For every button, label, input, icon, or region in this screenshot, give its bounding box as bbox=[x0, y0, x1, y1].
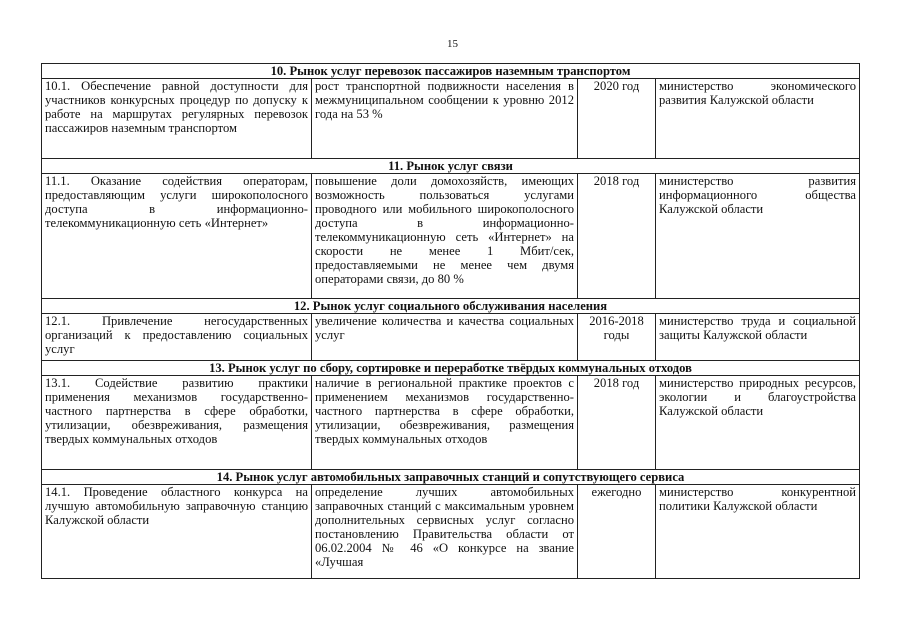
executor-cell: министерство конкурентной политики Калужской области bbox=[656, 485, 860, 579]
measure-cell: 11.1. Оказание содействия операторам, предоставляющим услуги широкополосного доступа в информационно-телекоммуникационную сеть «Интернет» bbox=[42, 174, 312, 299]
page-number: 15 bbox=[447, 38, 458, 50]
term-cell: ежегодно bbox=[578, 485, 656, 579]
executor-cell: министерство развития информационного общества Калужской области bbox=[656, 174, 860, 299]
table-row bbox=[42, 79, 860, 159]
section-header-row bbox=[42, 64, 860, 79]
section-title: 10. Рынок услуг перевозок пассажиров наземным транспортом bbox=[42, 64, 860, 79]
term-cell: 2020 год bbox=[578, 79, 656, 159]
measure-cell: 12.1. Привлечение негосударственных организаций к предоставлению социальных услуг bbox=[42, 314, 312, 361]
table-row bbox=[42, 376, 860, 470]
table-row bbox=[42, 485, 860, 579]
section-title: 12. Рынок услуг социального обслуживания населения bbox=[42, 299, 860, 314]
section-title: 11. Рынок услуг связи bbox=[42, 159, 860, 174]
section-header-row bbox=[42, 159, 860, 174]
section-header-row bbox=[42, 299, 860, 314]
term-cell: 2016-2018 годы bbox=[578, 314, 656, 361]
term-cell: 2018 год bbox=[578, 376, 656, 470]
indicator-cell: повышение доли домохозяйств, имеющих возможность пользоваться услугами проводного или мобильного широкополосного доступа в информационно-телекоммуникационную сеть «Интернет» на скорости не менее 1 Мбит/сек, предоставляемыми не менее чем двумя операторами связи, до 80 % bbox=[312, 174, 578, 299]
indicator-cell: рост транспортной подвижности населения в межмуниципальном сообщении к уровню 2012 года на 53 % bbox=[312, 79, 578, 159]
measures-table bbox=[41, 63, 860, 579]
measure-cell: 10.1. Обеспечение равной доступности для участников конкурсных процедур по допуску к работе на маршрутах регулярных перевозок пассажиров наземным транспортом bbox=[42, 79, 312, 159]
indicator-cell: наличие в региональной практике проектов с применением механизмов государственно-частного партнерства в сфере обработки, утилизации, обезвреживания, размещения твердых коммунальных отходов bbox=[312, 376, 578, 470]
indicator-cell: определение лучших автомобильных заправочных станций с максимальным уровнем дополнительных сервисных услуг согласно постановлению Правительства области от 06.02.2004 № 46 «О конкурсе на звание «Лучшая bbox=[312, 485, 578, 579]
term-cell: 2018 год bbox=[578, 174, 656, 299]
executor-cell: министерство экономического развития Калужской области bbox=[656, 79, 860, 159]
table-row bbox=[42, 174, 860, 299]
indicator-cell: увеличение количества и качества социальных услуг bbox=[312, 314, 578, 361]
section-title: 13. Рынок услуг по сбору, сортировке и переработке твёрдых коммунальных отходов bbox=[42, 361, 860, 376]
section-title: 14. Рынок услуг автомобильных заправочных станций и сопутствующего сервиса bbox=[42, 470, 860, 485]
executor-cell: министерство труда и социальной защиты Калужской области bbox=[656, 314, 860, 361]
measure-cell: 14.1. Проведение областного конкурса на лучшую автомобильную заправочную станцию Калужской области bbox=[42, 485, 312, 579]
executor-cell: министерство природных ресурсов, экологии и благоустройства Калужской области bbox=[656, 376, 860, 470]
measure-cell: 13.1. Содействие развитию практики применения механизмов государственно-частного партнерства в сфере обработки, утилизации, обезвреживания, размещения твердых коммунальных отходов bbox=[42, 376, 312, 470]
table-row bbox=[42, 314, 860, 361]
section-header-row bbox=[42, 470, 860, 485]
section-header-row bbox=[42, 361, 860, 376]
